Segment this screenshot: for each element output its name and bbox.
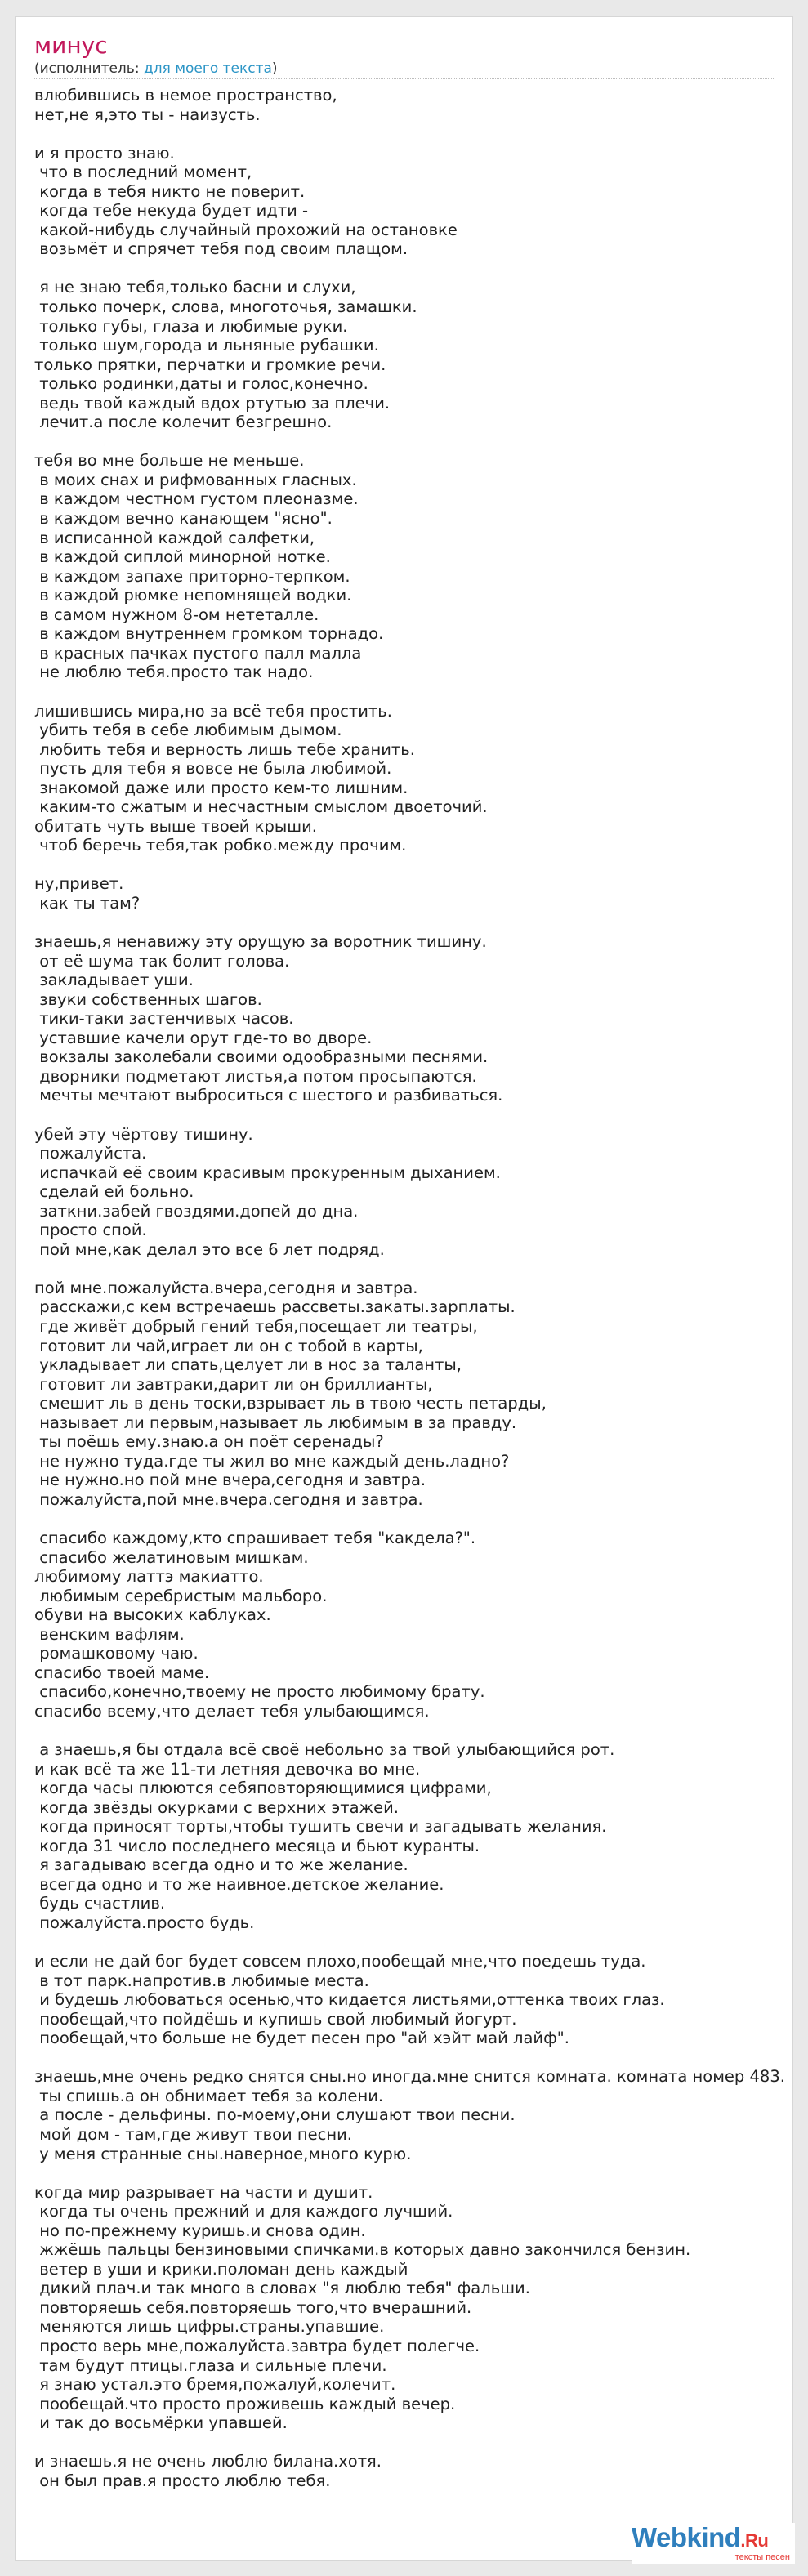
lyric-line bbox=[34, 1105, 802, 1125]
lyric-line: только губы, глаза и любимые руки. bbox=[34, 316, 348, 336]
lyric-line: будь счастлив. bbox=[34, 1894, 166, 1913]
lyric-line: в самом нужном 8-ом нететалле. bbox=[34, 605, 319, 624]
lyric-line: лишившись мира,но за всё тебя простить. bbox=[34, 701, 392, 721]
lyric-line: только прятки, перчатки и громкие речи. bbox=[34, 355, 386, 374]
artist-line bbox=[34, 60, 278, 77]
lyric-line: пообещай,что пойдёшь и купишь свой любимый йогурт. bbox=[34, 2009, 517, 2029]
lyric-line: в каждой сиплой минорной нотке. bbox=[34, 547, 331, 567]
lyric-line: он был прав.я просто люблю тебя. bbox=[34, 2471, 331, 2490]
lyric-line bbox=[34, 913, 802, 933]
lyric-line: когда часы плюются себяповторяющимися цифрами, bbox=[34, 1779, 492, 1798]
lyric-line: как ты там? bbox=[34, 893, 141, 913]
lyric-line: в исписанной каждой салфетки, bbox=[34, 528, 315, 547]
lyric-line: готовит ли чай,играет ли он с тобой в карты, bbox=[34, 1336, 423, 1355]
lyric-line: называет ли первым,называет ль любимым в за правду. bbox=[34, 1413, 517, 1432]
lyric-line: не люблю тебя.просто так надо. bbox=[34, 663, 314, 682]
lyric-line: влюбившись в немое пространство, bbox=[34, 86, 337, 105]
lyric-line: не нужно.но пой мне вчера,сегодня и завтра. bbox=[34, 1471, 426, 1490]
lyric-line: и будешь любоваться осенью,что кидается листьями,оттенка твоих глаз. bbox=[34, 1990, 665, 2010]
lyric-line: от её шума так болит голова. bbox=[34, 951, 290, 971]
lyric-line: и так до восьмёрки упавшей. bbox=[34, 2413, 288, 2433]
lyric-line: в тот парк.напротив.в любимые места. bbox=[34, 1971, 369, 1990]
lyric-line: не нужно туда.где ты жил во мне каждый день.ладно? bbox=[34, 1451, 510, 1471]
lyrics-body bbox=[34, 86, 802, 2490]
lyric-line: в каждом запахе приторно-терпком. bbox=[34, 566, 350, 586]
lyric-line: только почерк, слова, многоточья, замашки. bbox=[34, 297, 417, 317]
lyric-line: венским вафлям. bbox=[34, 1624, 185, 1644]
lyric-line: пой мне,как делал это все 6 лет подряд. bbox=[34, 1239, 385, 1259]
lyric-line bbox=[34, 432, 802, 452]
lyric-line: убить тебя в себе любимым дымом. bbox=[34, 721, 342, 740]
lyric-line: испачкай её своим красивым прокуренным дыханием. bbox=[34, 1163, 501, 1182]
lyric-line: когда приносят торты,чтобы тушить свечи и загадывать желания. bbox=[34, 1817, 607, 1837]
lyric-line: в каждой рюмке непомнящей водки. bbox=[34, 586, 352, 605]
lyric-line: обуви на высоких каблуках. bbox=[34, 1605, 271, 1625]
lyric-line: просто спой. bbox=[34, 1221, 147, 1240]
logo-tagline: тексты песен bbox=[734, 2552, 790, 2562]
lyric-line: уставшие качели орут где-то во дворе. bbox=[34, 1028, 373, 1047]
lyric-line: знакомой даже или просто кем-то лишним. bbox=[34, 778, 408, 797]
lyric-line: обитать чуть выше твоей крыши. bbox=[34, 816, 317, 836]
lyric-line: когда звёзды окурками с верхних этажей. bbox=[34, 1797, 399, 1817]
lyric-line bbox=[34, 855, 802, 875]
lyric-line: пусть для тебя я вовсе не была любимой. bbox=[34, 759, 392, 779]
lyric-line: спасибо твоей маме. bbox=[34, 1663, 210, 1682]
lyric-line: просто верь мне,пожалуйста.завтра будет полегче. bbox=[34, 2336, 480, 2355]
lyric-line: и как всё та же 11-ти летняя девочка во мне. bbox=[34, 1759, 421, 1779]
lyric-line bbox=[34, 1721, 802, 1740]
lyric-line: пой мне.пожалуйста.вчера,сегодня и завтра. bbox=[34, 1278, 418, 1297]
lyric-line bbox=[34, 1259, 802, 1279]
lyric-line: мой дом - там,где живут твои песни. bbox=[34, 2124, 352, 2144]
lyric-line: но по-прежнему куришь.и снова один. bbox=[34, 2221, 366, 2240]
lyric-line: любимому латтэ макиатто. bbox=[34, 1567, 264, 1587]
lyric-line: в каждом внутреннем громком торнадо. bbox=[34, 624, 384, 644]
lyric-line: каким-то сжатым и несчастным смыслом двоеточий. bbox=[34, 797, 488, 817]
logo-main-text: Webkind bbox=[632, 2522, 741, 2552]
lyric-line bbox=[34, 1509, 802, 1529]
artist-suffix: ) bbox=[271, 60, 278, 77]
lyric-line: дикий плач.и так много в словах "я люблю тебя" фальши. bbox=[34, 2279, 530, 2298]
lyric-line: чтоб беречь тебя,так робко.между прочим. bbox=[34, 836, 407, 855]
song-title: минус bbox=[34, 32, 108, 59]
lyric-line: пожалуйста,пой мне.вчера.сегодня и завтра. bbox=[34, 1489, 423, 1509]
title-divider bbox=[34, 78, 774, 79]
lyric-line: когда 31 число последнего месяца и бьют куранты. bbox=[34, 1836, 480, 1855]
artist-link[interactable]: для моего текста bbox=[143, 60, 272, 77]
lyric-line: повторяешь себя.повторяешь того,что вчерашний. bbox=[34, 2297, 472, 2317]
lyric-line: спасибо каждому,кто спрашивает тебя "какдела?". bbox=[34, 1529, 476, 1548]
lyric-line: ромашковому чаю. bbox=[34, 1644, 199, 1663]
lyric-line: ну,привет. bbox=[34, 874, 124, 894]
lyric-line: расскажи,с кем встречаешь рассветы.закаты.зарплаты. bbox=[34, 1297, 516, 1317]
lyric-line: и я просто знаю. bbox=[34, 143, 175, 163]
lyric-line: только родинки,даты и голос,конечно. bbox=[34, 374, 368, 394]
lyric-line: любить тебя и верность лишь тебе хранить. bbox=[34, 739, 415, 759]
lyric-line: а знаешь,я бы отдала всё своё небольно за твой улыбающийся рот. bbox=[34, 1740, 615, 1760]
lyric-line: заткни.забей гвоздями.допей до дна. bbox=[34, 1201, 359, 1221]
lyric-line: когда мир разрывает на части и душит. bbox=[34, 2182, 373, 2202]
lyric-line: и знаешь.я не очень люблю билана.хотя. bbox=[34, 2452, 382, 2471]
lyric-line: в каждом честном густом плеоназме. bbox=[34, 489, 359, 509]
lyric-line bbox=[34, 1933, 802, 1953]
lyric-line bbox=[34, 682, 802, 702]
lyric-line: когда в тебя никто не поверит. bbox=[34, 181, 306, 201]
lyric-line: там будут птицы.глаза и сильные плечи. bbox=[34, 2355, 387, 2375]
lyric-line: любимым серебристым мальборо. bbox=[34, 1586, 328, 1605]
lyric-line: пожалуйста.просто будь. bbox=[34, 1913, 255, 1932]
lyric-line: тебя во мне больше не меньше. bbox=[34, 451, 305, 471]
webkind-logo[interactable] bbox=[632, 2523, 795, 2564]
lyric-line: какой-нибудь случайный прохожий на остановке bbox=[34, 220, 458, 239]
lyric-line: спасибо всему,что делает тебя улыбающимся. bbox=[34, 1701, 430, 1721]
lyric-line: и если не дай бог будет совсем плохо,пообещай мне,что поедешь туда. bbox=[34, 1952, 646, 1971]
lyric-line: дворники подметают листья,а потом просыпаются. bbox=[34, 1066, 477, 1086]
lyric-line: когда ты очень прежний и для каждого лучший. bbox=[34, 2202, 453, 2221]
lyric-line: вокзалы заколебали своими одообразными песнями. bbox=[34, 1047, 489, 1067]
lyric-line: ведь твой каждый вдох ртутью за плечи. bbox=[34, 393, 391, 413]
lyric-line: меняются лишь цифры.страны.упавшие. bbox=[34, 2317, 385, 2337]
lyric-line: что в последний момент, bbox=[34, 163, 252, 182]
lyric-line: у меня странные сны.наверное,много курю. bbox=[34, 2144, 412, 2163]
lyric-line: убей эту чёртову тишину. bbox=[34, 1124, 253, 1144]
lyric-line: а после - дельфины. по-моему,они слушают твои песни. bbox=[34, 2105, 516, 2125]
lyric-line: в красных пачках пустого палл малла bbox=[34, 643, 362, 663]
lyric-line: когда тебе некуда будет идти - bbox=[34, 201, 309, 221]
lyric-line: нет,не я,это ты - наизусть. bbox=[34, 105, 261, 124]
lyric-line: знаешь,я ненавижу эту орущую за воротник тишину. bbox=[34, 932, 487, 952]
lyric-line bbox=[34, 2048, 802, 2068]
lyric-line: укладывает ли спать,целует ли в нос за таланты, bbox=[34, 1355, 462, 1375]
lyric-line: пообещай.что просто проживешь каждый вечер. bbox=[34, 2394, 456, 2413]
lyric-line bbox=[34, 2163, 802, 2183]
lyric-line: ты спишь.а он обнимает тебя за колени. bbox=[34, 2086, 384, 2105]
lyric-line bbox=[34, 259, 802, 279]
lyric-line: тики-таки застенчивых часов. bbox=[34, 1009, 294, 1029]
lyric-line: возьмёт и спрячет тебя под своим плащом. bbox=[34, 239, 408, 259]
lyric-line: спасибо желатиновым мишкам. bbox=[34, 1547, 309, 1567]
lyric-line: сделай ей больно. bbox=[34, 1182, 194, 1202]
lyric-line: пообещай,что больше не будет песен про "ай хэйт май лайф". bbox=[34, 2029, 569, 2048]
lyric-line bbox=[34, 124, 802, 144]
lyric-line: я не знаю тебя,только басни и слухи, bbox=[34, 278, 356, 297]
lyric-line: смешит ль в день тоски,взрывает ль в твою честь петарды, bbox=[34, 1394, 547, 1413]
lyric-line: лечит.а после колечит безгрешно. bbox=[34, 413, 333, 432]
lyric-line: спасибо,конечно,твоему не просто любимому брату. bbox=[34, 1682, 485, 1702]
lyric-line: знаешь,мне очень редко снятся сны.но иногда.мне снится комната. комната номер 483. bbox=[34, 2067, 785, 2087]
lyric-line: ветер в уши и крики.поломан день каждый bbox=[34, 2259, 408, 2279]
lyric-line: где живёт добрый гений тебя,посещает ли театры, bbox=[34, 1317, 478, 1336]
lyric-line: ты поёшь ему.знаю.а он поёт серенады? bbox=[34, 1432, 384, 1452]
lyric-line: пожалуйста. bbox=[34, 1144, 147, 1163]
lyric-line: я загадываю всегда одно и то же желание. bbox=[34, 1855, 408, 1875]
lyric-line: мечты мечтают выброситься с шестого и разбиваться. bbox=[34, 1086, 503, 1105]
lyric-line: жжёшь пальцы бензиновыми спичками.в которых давно закончился бензин. bbox=[34, 2240, 691, 2260]
lyric-line: только шум,города и льняные рубашки. bbox=[34, 336, 379, 355]
lyric-line: закладывает уши. bbox=[34, 971, 194, 990]
lyric-line: звуки собственных шагов. bbox=[34, 989, 262, 1009]
lyric-line: готовит ли завтраки,дарит ли он бриллианты, bbox=[34, 1374, 433, 1394]
lyric-line: всегда одно и то же наивное.детское желание. bbox=[34, 1874, 444, 1894]
lyric-line: я знаю устал.это бремя,пожалуй,колечит. bbox=[34, 2375, 396, 2395]
artist-prefix: (исполнитель: bbox=[34, 60, 144, 77]
logo-tld: .Ru bbox=[740, 2530, 769, 2551]
lyric-line: в моих снах и рифмованных гласных. bbox=[34, 470, 357, 489]
lyric-line bbox=[34, 2433, 802, 2453]
lyric-line: в каждом вечно канающем "ясно". bbox=[34, 509, 333, 529]
